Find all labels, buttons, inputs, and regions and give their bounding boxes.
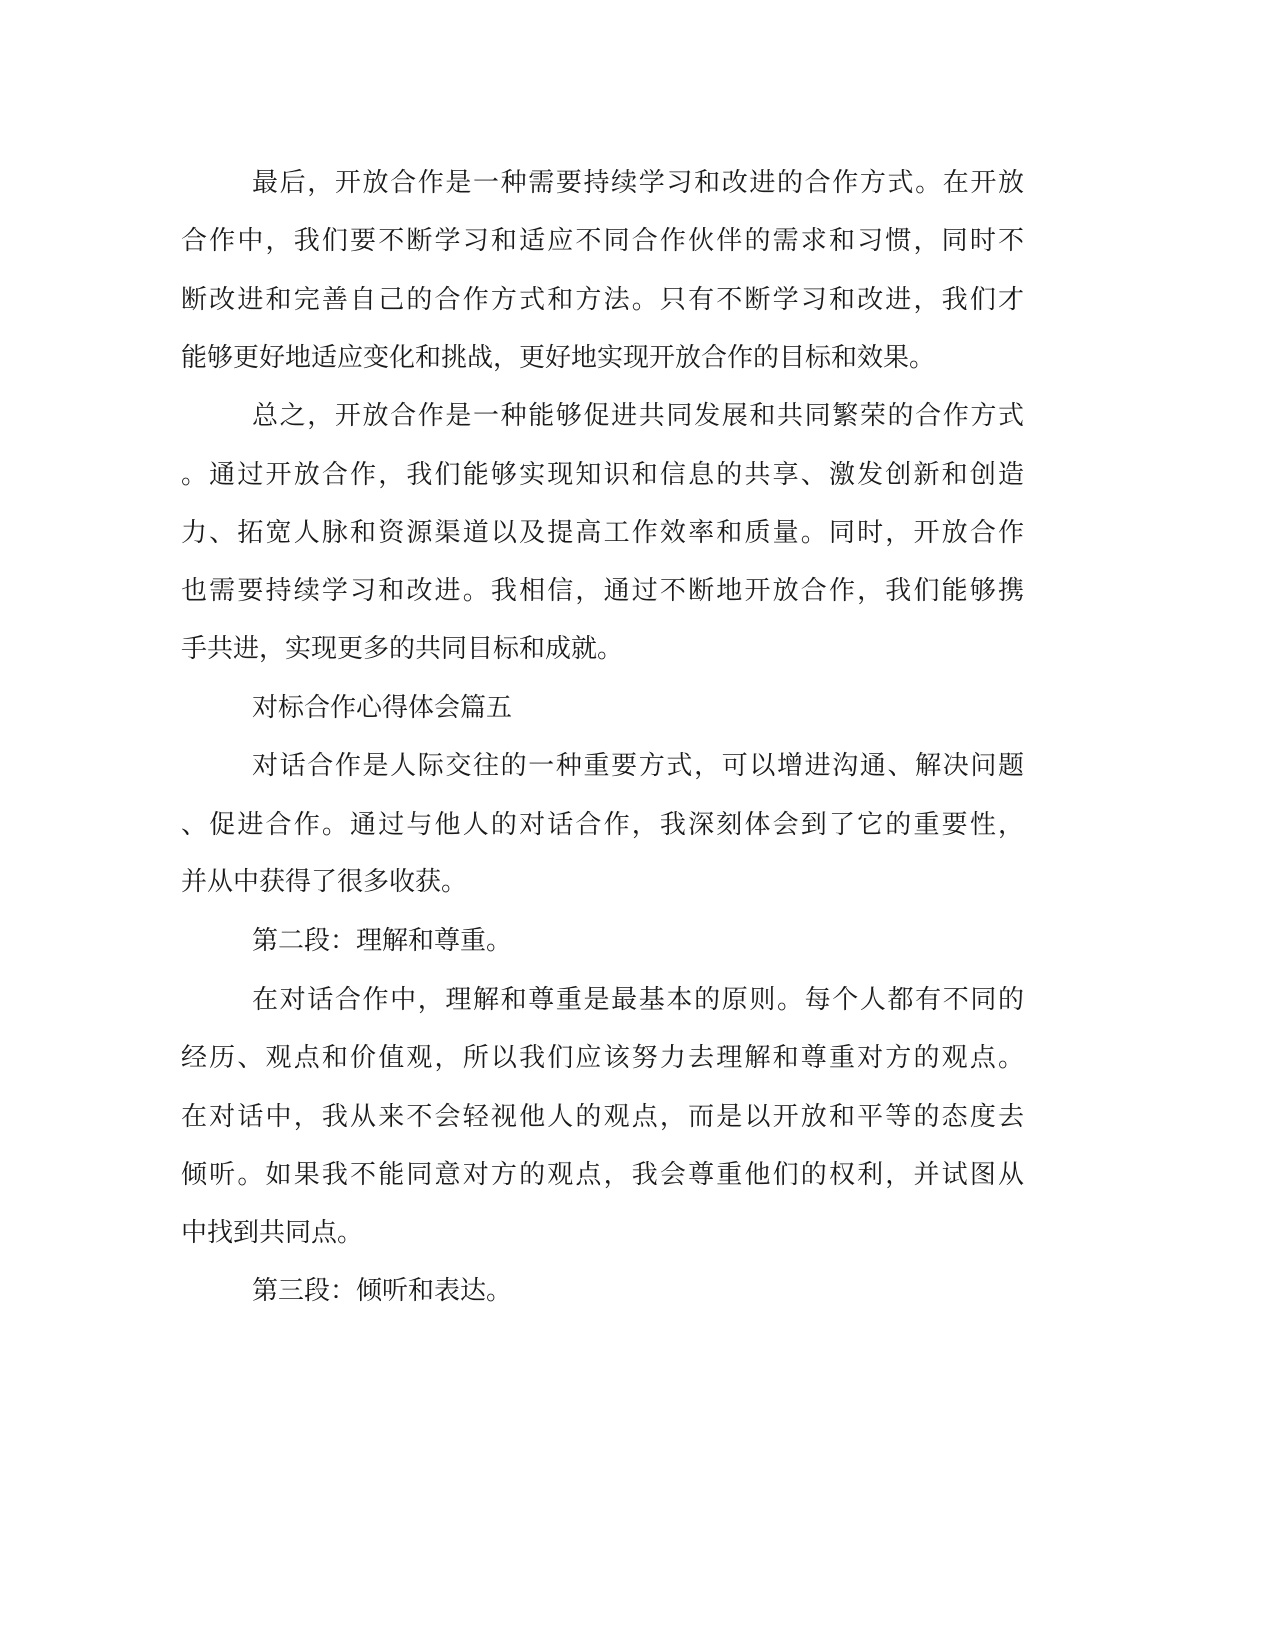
text-line: 在对话中，我从来不会轻视他人的观点，而是以开放和平等的态度去 (181, 1102, 1024, 1132)
text-line: 总之，开放合作是一种能够促进共同发展和共同繁荣的合作方式 (252, 401, 1024, 431)
text-line: 倾听。如果我不能同意对方的观点，我会尊重他们的权利，并试图从 (181, 1160, 1024, 1190)
text-line: 断改进和完善自己的合作方式和方法。只有不断学习和改进，我们才 (181, 285, 1024, 315)
paragraph-heading: 第三段：倾听和表达。 (252, 1276, 513, 1306)
text-line: 经历、观点和价值观，所以我们应该努力去理解和尊重对方的观点。 (181, 1043, 1024, 1073)
section-heading: 对标合作心得体会篇五 (252, 693, 513, 723)
text-line: 、促进合作。通过与他人的对话合作，我深刻体会到了它的重要性， (181, 810, 1024, 840)
text-line: 最后，开放合作是一种需要持续学习和改进的合作方式。在开放 (252, 168, 1024, 198)
text-line: 手共进，实现更多的共同目标和成就。 (181, 634, 624, 664)
paragraph-heading: 第二段：理解和尊重。 (252, 926, 513, 956)
text-line: 能够更好地适应变化和挑战，更好地实现开放合作的目标和效果。 (181, 343, 936, 373)
text-line: 对话合作是人际交往的一种重要方式，可以增进沟通、解决问题 (252, 751, 1024, 781)
text-line: 力、拓宽人脉和资源渠道以及提高工作效率和质量。同时，开放合作 (181, 518, 1024, 548)
text-line: 也需要持续学习和改进。我相信，通过不断地开放合作，我们能够携 (181, 576, 1024, 606)
text-line: 在对话合作中，理解和尊重是最基本的原则。每个人都有不同的 (252, 985, 1024, 1015)
text-line: 并从中获得了很多收获。 (181, 867, 468, 897)
text-line: 中找到共同点。 (181, 1218, 364, 1248)
text-line: 合作中，我们要不断学习和适应不同合作伙伴的需求和习惯，同时不 (181, 226, 1024, 256)
text-line: 。通过开放合作，我们能够实现知识和信息的共享、激发创新和创造 (181, 460, 1024, 490)
